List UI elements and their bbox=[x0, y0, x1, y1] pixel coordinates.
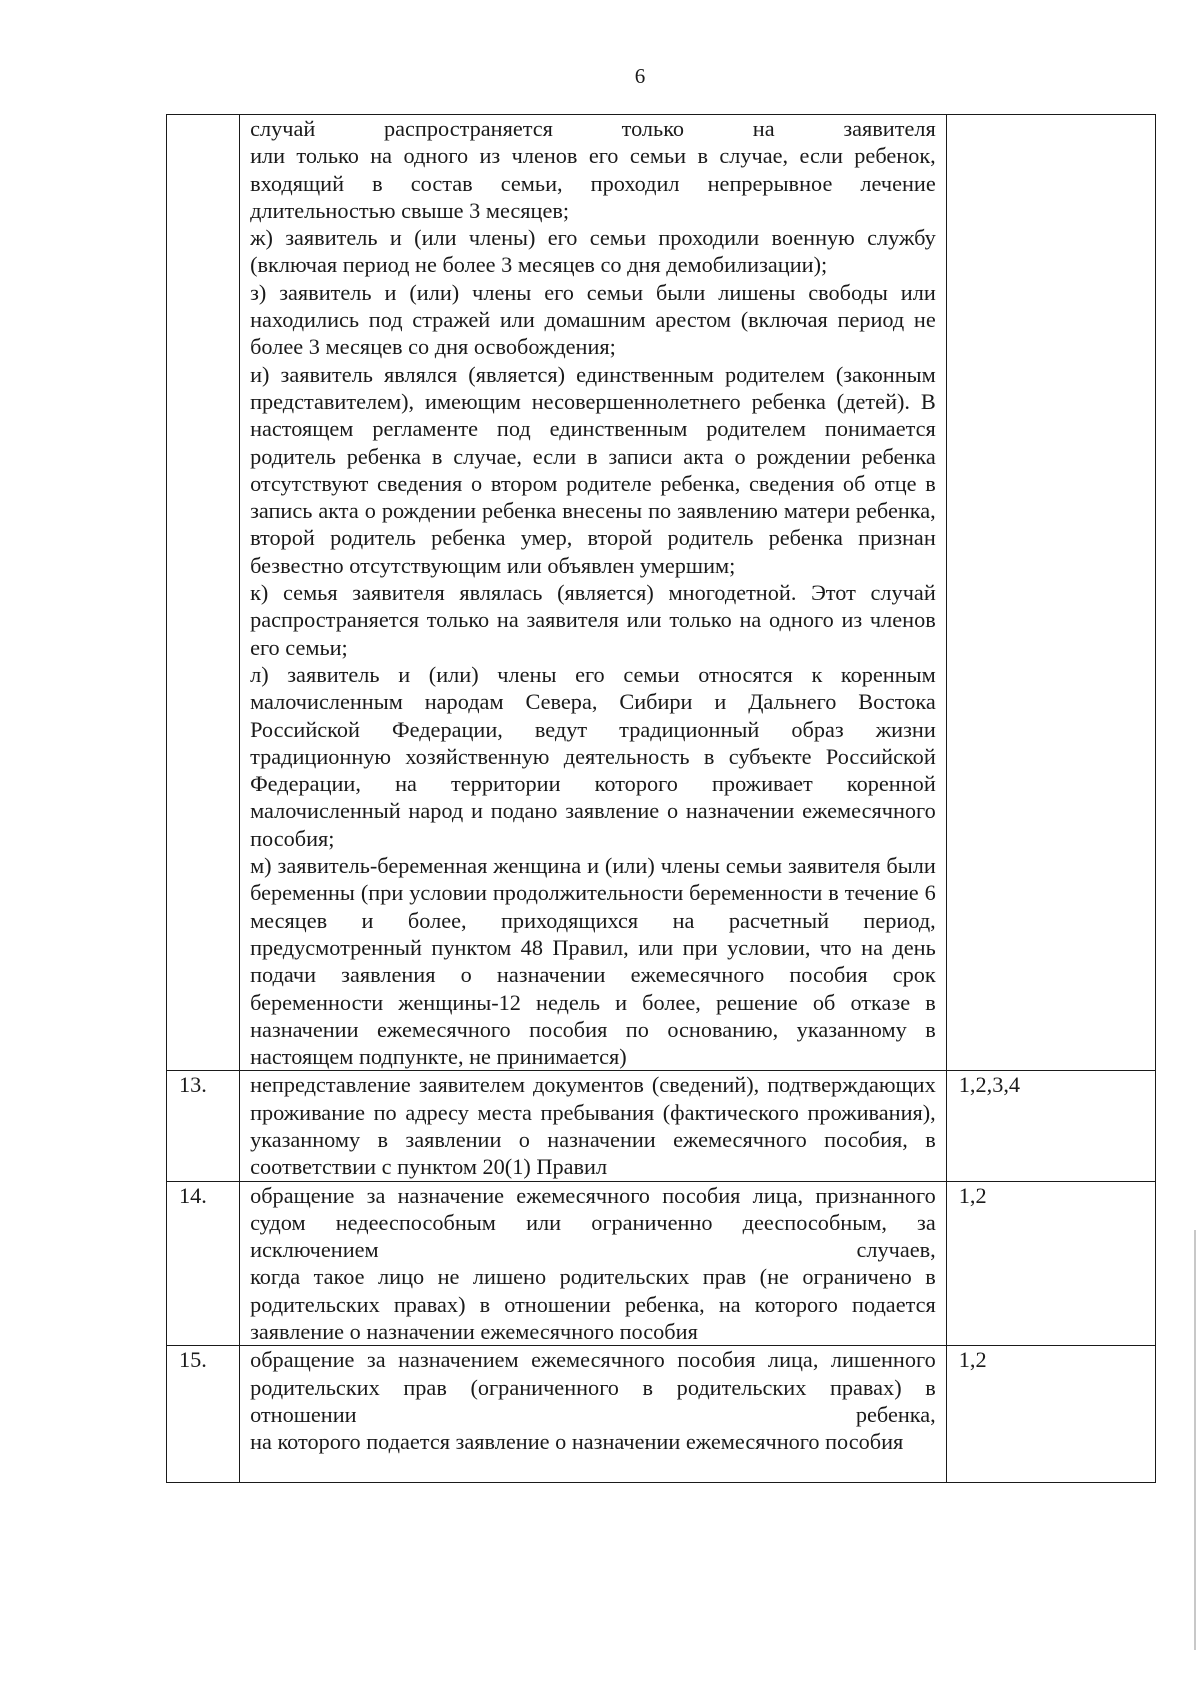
paragraph: обращение за назначением ежемесячного пособия лица, лишенного родительских прав (ограниченного в родительских правах) в отношении ребенка, bbox=[250, 1347, 936, 1427]
conditions-table bbox=[166, 114, 1156, 1483]
row-number bbox=[167, 115, 240, 1071]
paragraph: л) заявитель и (или) члены его семьи относятся к коренным малочисленным народам Севера, Сибири и Дальнего Востока Российской Федерации, ведут традиционный образ жизни традиционную хозяйственную деятельность в субъекте Российской Федерации, на территории которого проживает коренной малочисленный народ и подано заявление о назначении ежемесячного пособия; bbox=[250, 661, 936, 851]
row-reference: 1,2,3,4 bbox=[946, 1071, 1155, 1181]
row-number: 13. bbox=[167, 1071, 240, 1181]
row-reference bbox=[946, 115, 1155, 1071]
paragraph: и) заявитель являлся (является) единственным родителем (законным представителем), имеющим несовершеннолетнего ребенка (детей). В настоящем регламенте под единственным родителем понимается родитель ребенка в случае, если в записи акта о рождении ребенка отсутствуют сведения о втором родителе ребенка, сведения об отце в запись акта о рождении ребенка внесены по заявлению матери ребенка, второй родитель ребенка умер, второй родитель ребенка признан безвестно отсутствующим или объявлен умершим; bbox=[250, 361, 936, 578]
paragraph: или только на одного из членов его семьи в случае, если ребенок, входящий в состав семьи, проходил непрерывное лечение длительностью свыше 3 месяцев; bbox=[250, 143, 936, 223]
row-reference: 1,2 bbox=[946, 1181, 1155, 1346]
row-number: 14. bbox=[167, 1181, 240, 1346]
table-row bbox=[167, 115, 1156, 1071]
paragraph: на которого подается заявление о назначении ежемесячного пособия bbox=[250, 1429, 904, 1455]
paragraph: м) заявитель-беременная женщина и (или) члены семьи заявителя были беременны (при условии продолжительности беременности в течение 6 месяцев и более, приходящихся на расчетный период, предусмотренный пунктом 48 Правил, или при условии, что на день подачи заявления о назначении ежемесячного пособия срок беременности женщины-12 недель и более, решение об отказе в назначении ежемесячного пособия по основанию, указанному в настоящем подпункте, не принимается) bbox=[250, 853, 936, 1070]
table-row bbox=[167, 1071, 1156, 1181]
paragraph: когда такое лицо не лишено родительских прав (не ограничено в родительских правах) в отношении ребенка, на которого подается заявление о назначении ежемесячного пособия bbox=[250, 1264, 936, 1345]
paragraph: к) семья заявителя являлась (является) многодетной. Этот случай распространяется только на заявителя или только на одного из членов его семьи; bbox=[250, 580, 936, 660]
paragraph: обращение за назначение ежемесячного пособия лица, признанного судом недееспособным или ограниченно дееспособным, за исключением случаев, bbox=[250, 1182, 936, 1263]
row-number: 15. bbox=[167, 1346, 240, 1483]
paragraph: з) заявитель и (или) члены его семьи были лишены свободы или находились под стражей или домашним арестом (включая период не более 3 месяцев со дня освобождения; bbox=[250, 279, 936, 360]
row-text bbox=[240, 1071, 947, 1181]
row-reference: 1,2 bbox=[946, 1346, 1155, 1483]
row-text bbox=[240, 115, 947, 1071]
row-text bbox=[240, 1181, 947, 1346]
table-row bbox=[167, 1181, 1156, 1346]
paragraph: случай распространяется только на заявителя bbox=[250, 116, 936, 141]
page-number: 6 bbox=[634, 64, 646, 88]
paragraph: ж) заявитель и (или члены) его семьи проходили военную службу (включая период не более 3 месяцев со дня демобилизации); bbox=[250, 225, 936, 278]
scan-edge-mark bbox=[1194, 1230, 1196, 1650]
row-text bbox=[240, 1346, 947, 1483]
paragraph: непредставление заявителем документов (сведений), подтверждающих проживание по адресу места пребывания (фактического проживания), указанному в заявлении о назначении ежемесячного пособия, в соответствии с пунктом 20(1) Правил bbox=[250, 1072, 936, 1180]
table-row bbox=[167, 1346, 1156, 1483]
